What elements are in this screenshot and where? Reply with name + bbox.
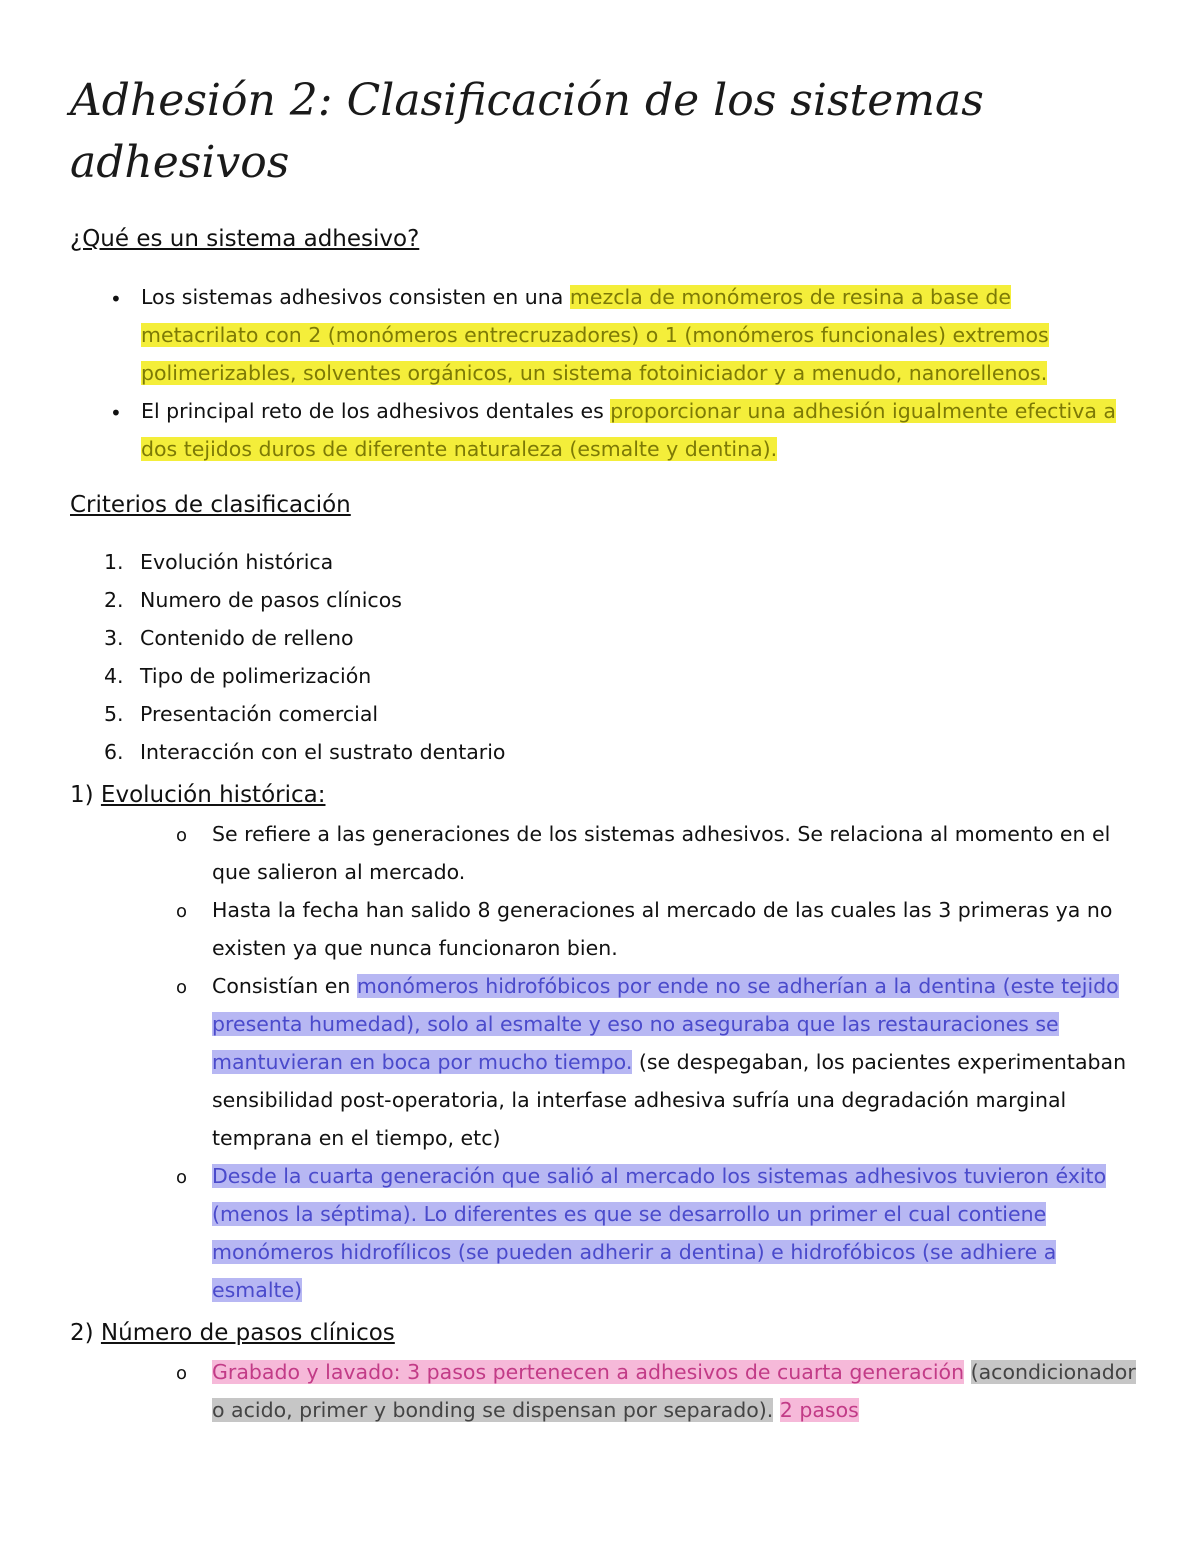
evolucion-p4	[212, 1157, 1137, 1309]
highlight-etch-rinse: Grabado y lavado: 3 pasos pertenecen a adhesivos de cuarta generación	[212, 1360, 965, 1384]
section-title: Evolución histórica:	[100, 782, 326, 808]
section-heading-evolucion	[70, 776, 325, 814]
highlight-two-steps: 2 pasos	[779, 1398, 859, 1422]
evolucion-p3-text: Consistían en	[212, 974, 351, 998]
bullet-marker: •	[110, 401, 122, 425]
list-item: 1. Evolución histórica	[104, 550, 334, 574]
heading-que-es: ¿Qué es un sistema adhesivo?	[70, 226, 420, 252]
circle-bullet: o	[176, 825, 188, 846]
highlight-challenge: proporcionar una adhesión igualmente efectiva a dos tejidos duros de diferente naturaleza (esmalte y dentina).	[141, 399, 1116, 461]
bullet-composition-text: Los sistemas adhesivos consisten en una	[141, 285, 564, 309]
document-title: Adhesión 2: Clasificación de los sistemas adhesivos	[70, 75, 984, 188]
bullet-composition	[141, 278, 1121, 392]
evolucion-p3-rest: (se despegaban, los pacientes experimentaban sensibilidad post-operatoria, la interfase adhesiva sufría una degradación marginal temprana en el tiempo, etc)	[212, 1050, 1127, 1150]
bullet-challenge	[141, 392, 1121, 468]
circle-bullet: o	[176, 1363, 188, 1384]
highlight-hydrophobic: monómeros hidrofóbicos por ende no se adherían a la dentina (este tejido presenta humedad), solo al esmalte y eso no aseguraba que las restauraciones se mantuvieran en boca por mucho tiempo.	[212, 974, 1119, 1074]
evolucion-p2: Hasta la fecha han salido 8 generaciones al mercado de las cuales las 3 primeras ya no existen ya que nunca funcionaron bien.	[212, 898, 1113, 960]
highlight-separate-dispense: (acondicionador o acido, primer y bonding se dispensan por separado).	[212, 1360, 1136, 1422]
highlight-fourth-generation: Desde la cuarta generación que salió al mercado los sistemas adhesivos tuvieron éxito (menos la séptima). Lo diferentes es que se desarrollo un primer el cual contiene monómeros hidrofílicos (se pueden adherir a dentina) e hidrofóbicos (se adhiere a esmalte)	[212, 1164, 1107, 1302]
circle-bullet: o	[176, 977, 188, 998]
list-item: 5. Presentación comercial	[104, 702, 379, 726]
evolucion-p1: Se refiere a las generaciones de los sistemas adhesivos. Se relaciona al momento en el que salieron al mercado.	[212, 822, 1111, 884]
list-item: 3. Contenido de relleno	[104, 626, 354, 650]
pasos-p1	[212, 1353, 1137, 1429]
heading-criterios: Criterios de clasificación	[70, 492, 351, 518]
circle-bullet: o	[176, 1167, 188, 1188]
section-heading-pasos	[70, 1314, 395, 1352]
list-item: 6. Interacción con el sustrato dentario	[104, 740, 506, 764]
list-item: 4. Tipo de polimerización	[104, 664, 372, 688]
bullet-marker: •	[110, 287, 122, 311]
circle-bullet: o	[176, 901, 188, 922]
section-number: 2)	[70, 1320, 94, 1346]
highlight-composition: mezcla de monómeros de resina a base de metacrilato con 2 (monómeros entrecruzadores) o 1 (monómeros funcionales) extremos polimerizables, solventes orgánicos, un sistema fotoiniciador y a menudo, nanorellenos.	[141, 285, 1049, 385]
section-number: 1)	[70, 782, 94, 808]
list-item: 2. Numero de pasos clínicos	[104, 588, 402, 612]
evolucion-p3	[212, 967, 1137, 1157]
section-title: Número de pasos clínicos	[100, 1320, 395, 1346]
bullet-challenge-text: El principal reto de los adhesivos dentales es	[141, 399, 604, 423]
